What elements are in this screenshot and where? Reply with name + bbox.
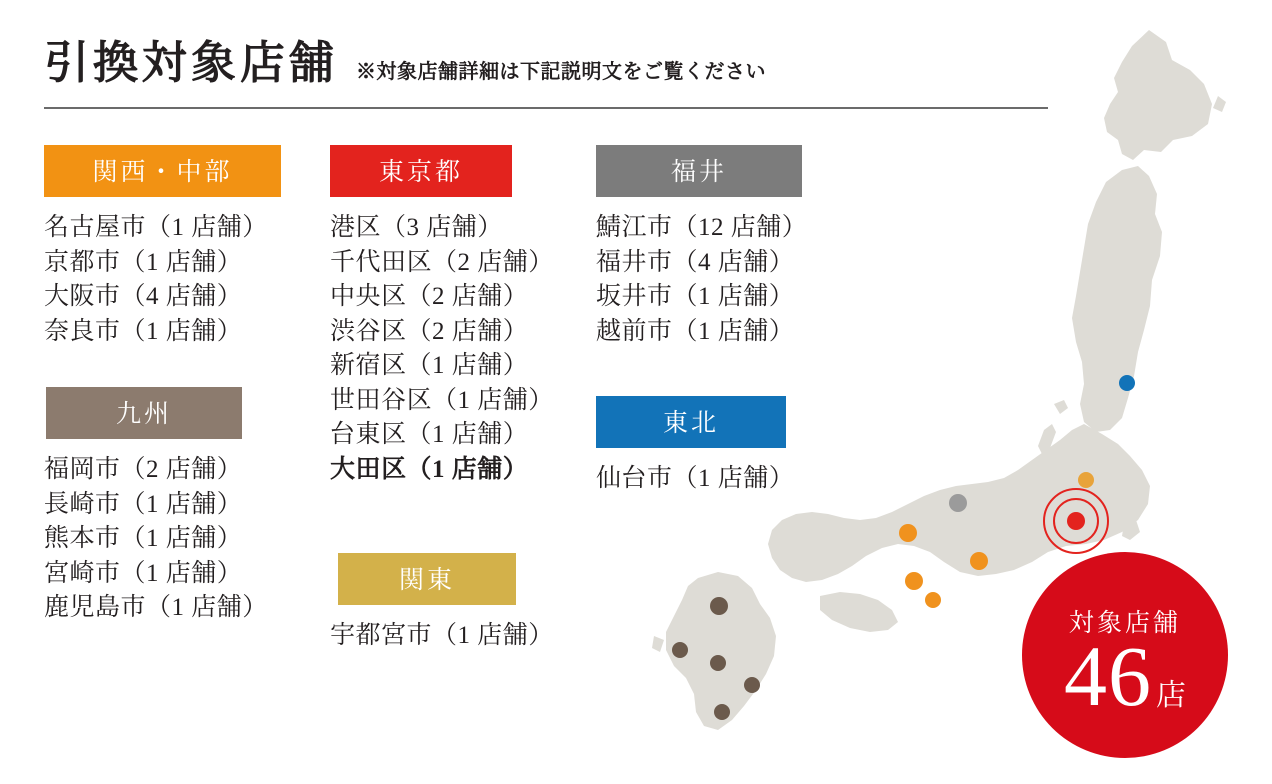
badge-title: 対象店舗	[1068, 610, 1181, 637]
list-item: 坂井市（1 店舗）	[596, 283, 795, 310]
japan-map	[652, 0, 1272, 784]
marker-kagoshima[interactable]	[714, 704, 730, 720]
group-tokyo	[330, 145, 596, 487]
badge-count-row	[1064, 628, 1186, 724]
list-item: 福岡市（2 店舗）	[44, 456, 243, 483]
marker-tokyo[interactable]	[1067, 512, 1085, 530]
region-kuril-islets	[1213, 96, 1226, 112]
column-center	[330, 145, 596, 670]
list-item: 宮崎市（1 店舗）	[44, 559, 243, 587]
list-item: 名古屋市（1 店舗）	[44, 214, 268, 241]
marker-kyoto[interactable]	[899, 524, 917, 542]
list-item: 新宿区（1 店舗）	[330, 352, 529, 379]
list-item: 熊本市（1 店舗）	[44, 525, 243, 552]
list-item: 鯖江市（12 店舗）	[596, 214, 808, 241]
list-item: 奈良市（1 店舗）	[44, 317, 243, 345]
list-item: 宇都宮市（1 店舗）	[330, 622, 554, 649]
marker-nagasaki[interactable]	[672, 642, 688, 658]
page-subtitle-note: ※対象店舗詳細は下記説明文をご覧ください	[356, 61, 767, 83]
list-item: 台東区（1 店舗）	[330, 421, 529, 448]
list-item: 港区（3 店舗）	[330, 214, 503, 241]
group-label-kansai-chubu: 関西・中部	[44, 145, 281, 197]
marker-nara[interactable]	[925, 592, 941, 608]
city-list-kansai-chubu	[44, 211, 306, 349]
group-kansai-chubu	[44, 145, 306, 349]
group-label-tokyo: 東京都	[330, 145, 512, 197]
badge-number: 46	[1064, 628, 1152, 724]
marker-kanto-utsunomiya[interactable]	[949, 494, 967, 512]
marker-kumamoto[interactable]	[710, 655, 726, 671]
city-list-kanto	[330, 619, 596, 654]
store-count-badge	[1022, 552, 1228, 758]
marker-osaka[interactable]	[905, 572, 923, 590]
list-item: 長崎市（1 店舗）	[44, 490, 243, 518]
list-item: 鹿児島市（1 店舗）	[44, 594, 268, 621]
region-goto-islands	[652, 636, 664, 652]
list-item: 大阪市（4 店舗）	[44, 283, 243, 310]
list-item: 大田区（1 店舗）	[330, 455, 529, 483]
group-label-fukui: 福井	[596, 145, 802, 197]
list-item: 福井市（4 店舗）	[596, 248, 795, 276]
marker-fukui[interactable]	[1078, 472, 1094, 488]
region-hokkaido	[1104, 30, 1212, 160]
city-list-tokyo	[330, 211, 596, 487]
list-item: 渋谷区（2 店舗）	[330, 317, 529, 345]
marker-miyazaki[interactable]	[744, 677, 760, 693]
region-shikoku	[820, 592, 898, 632]
list-item: 中央区（2 店舗）	[330, 283, 529, 310]
marker-fukuoka[interactable]	[710, 597, 728, 615]
list-item: 京都市（1 店舗）	[44, 248, 243, 276]
column-left	[44, 145, 306, 642]
city-list-kyushu	[44, 453, 306, 626]
region-sado-island	[1054, 400, 1068, 414]
group-label-kanto: 関東	[338, 553, 516, 605]
list-item: 世田谷区（1 店舗）	[330, 386, 554, 414]
group-label-tohoku: 東北	[596, 396, 786, 448]
page-title: 引換対象店舗	[44, 38, 339, 88]
group-kanto	[330, 553, 596, 654]
list-item: 仙台市（1 店舗）	[596, 465, 795, 492]
group-kyushu	[44, 387, 306, 626]
region-honshu-north	[1072, 166, 1162, 432]
list-item: 千代田区（2 店舗）	[330, 248, 554, 276]
marker-nagoya[interactable]	[970, 552, 988, 570]
badge-unit: 店	[1156, 679, 1186, 712]
list-item: 越前市（1 店舗）	[596, 317, 795, 345]
marker-tohoku-sendai[interactable]	[1119, 375, 1135, 391]
group-label-kyushu: 九州	[46, 387, 242, 439]
